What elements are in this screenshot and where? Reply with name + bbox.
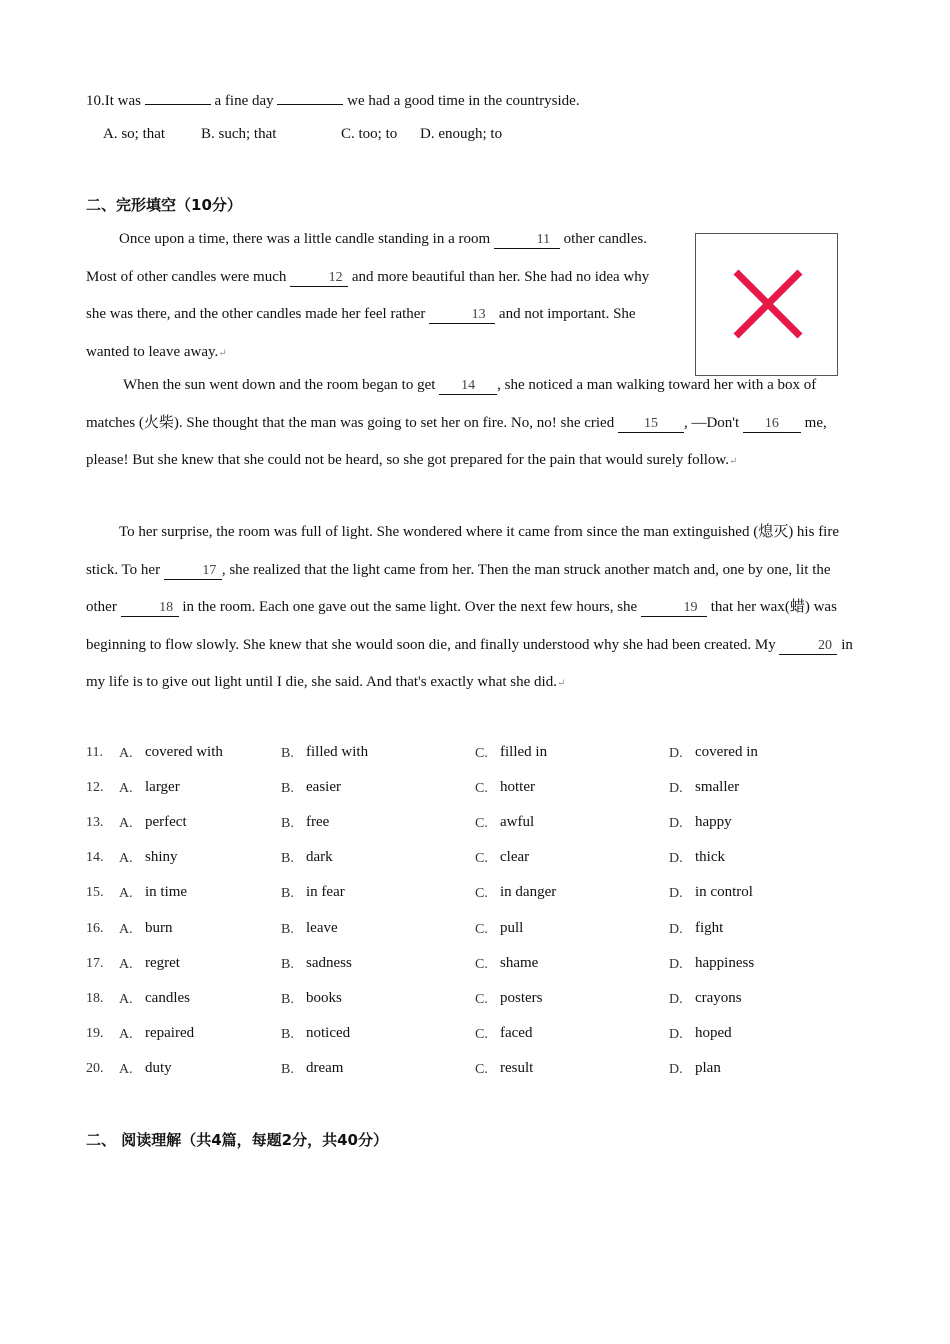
option-c-text: in danger xyxy=(500,884,557,901)
passage-paragraph-1: Once upon a time, there was a little candle standing in a room 11 other candles. Most of other candles were much 12 and more beautiful than her. She had no idea why she was there, and the other candles made her feel rather 13 and not important. She wanted to leave away.↵ xyxy=(86,231,650,360)
option-a-text: duty xyxy=(145,1059,172,1076)
option-letter-b: B. xyxy=(281,991,294,1007)
option-b-text: leave xyxy=(306,919,338,936)
q10-gap-1 xyxy=(145,92,211,105)
p3-text-2: , she realized that the light came from her. Then the man struck another match and, one by one, lit the other xyxy=(86,561,831,615)
option-c-text: posters xyxy=(500,989,543,1006)
option-d-text: plan xyxy=(695,1059,721,1076)
option-row-number: 11. xyxy=(86,745,103,760)
option-c-text: result xyxy=(500,1059,534,1076)
option-letter-d: D. xyxy=(669,1061,683,1077)
option-a-text: repaired xyxy=(145,1024,195,1041)
option-letter-a: A. xyxy=(119,956,133,972)
option-letter-b: B. xyxy=(281,746,294,761)
option-b-text: dream xyxy=(306,1059,344,1076)
blank-14: 14 xyxy=(439,378,497,395)
option-letter-c: C. xyxy=(475,921,488,937)
q10-part-2: a fine day xyxy=(214,93,274,109)
broken-image-x-icon xyxy=(696,234,837,375)
option-letter-b: B. xyxy=(281,956,294,972)
option-letter-d: D. xyxy=(669,746,683,761)
option-a-text: burn xyxy=(145,919,173,936)
p3-text-1: To her surprise, the room was full of light. She wondered where it came from since the man extinguished (熄灭) his fire stick. To her xyxy=(86,524,840,578)
option-row-number: 18. xyxy=(86,990,104,1006)
option-b-text: filled with xyxy=(306,744,369,760)
option-letter-a: A. xyxy=(119,851,133,867)
option-letter-c: C. xyxy=(475,781,488,797)
option-b-text: easier xyxy=(306,779,341,796)
option-b-text: noticed xyxy=(306,1024,351,1041)
blank-17: 17 xyxy=(164,563,222,580)
option-d-text: smaller xyxy=(695,779,740,796)
question-10-stem xyxy=(86,92,580,110)
option-b-text: books xyxy=(306,989,342,1006)
option-letter-c: C. xyxy=(475,1026,488,1042)
option-letter-b: B. xyxy=(281,921,294,937)
p2-text-3: , —Don't xyxy=(683,414,740,431)
option-c-text: shame xyxy=(500,954,539,971)
option-c-text: awful xyxy=(500,814,535,831)
section-3-title: 二、 阅读理解（共4篇，每题2分，共40分） xyxy=(86,1131,388,1149)
q10-gap-2 xyxy=(277,92,343,105)
p1-text-3: and more beautiful than her. She had no idea why she was there, and the other candles made her feel rather xyxy=(86,268,650,322)
option-letter-d: D. xyxy=(669,956,683,972)
option-letter-c: C. xyxy=(475,886,488,902)
option-a-text: perfect xyxy=(145,814,187,831)
option-a-text: larger xyxy=(145,779,180,796)
option-b-text: free xyxy=(306,814,330,831)
option-letter-a: A. xyxy=(119,781,133,797)
option-letter-b: B. xyxy=(281,816,294,832)
blank-20: 20 xyxy=(779,638,837,655)
blank-12: 12 xyxy=(290,270,348,287)
option-letter-a: A. xyxy=(119,886,133,902)
option-row-number: 14. xyxy=(86,850,104,866)
option-d-text: crayons xyxy=(695,989,742,1006)
blank-15: 15 xyxy=(618,416,684,433)
option-a-text: in time xyxy=(145,884,188,901)
q10-part-3: we had a good time in the countryside. xyxy=(347,93,580,109)
blank-16: 16 xyxy=(743,416,801,433)
option-c-text: hotter xyxy=(500,779,535,796)
option-letter-a: A. xyxy=(119,1061,133,1077)
option-row-number: 15. xyxy=(86,885,104,901)
option-d-text: happy xyxy=(695,814,732,831)
option-a-text: shiny xyxy=(145,849,178,866)
p2-text-2: , she noticed a man walking toward her with a box of matches (火柴). She thought that the man was going to set her on fire. No, no! she cried xyxy=(86,377,817,431)
option-d-text: happiness xyxy=(695,954,755,971)
q10-option-c: C. too; to xyxy=(341,126,398,142)
option-a-text: candles xyxy=(145,989,190,1006)
blank-18: 18 xyxy=(121,600,179,617)
blank-11: 11 xyxy=(494,232,560,249)
q10-option-d: D. enough; to xyxy=(420,126,503,142)
option-d-text: hoped xyxy=(695,1024,732,1041)
option-letter-b: B. xyxy=(281,1026,294,1042)
option-letter-d: D. xyxy=(669,781,683,797)
option-letter-c: C. xyxy=(475,1061,488,1077)
option-c-text: pull xyxy=(500,919,524,936)
option-letter-d: D. xyxy=(669,921,683,937)
option-letter-c: C. xyxy=(475,816,488,832)
passage-paragraph-2: When the sun went down and the room began to get 14 , she noticed a man walking toward her with a box of matches (火柴). She thought that the man was going to set her on fire. No, no! she cried 15 , —Don't 16 me, please! But she knew that she could not be heard, so she got prepared for the pain that would surely follow.↵ xyxy=(86,377,827,468)
option-letter-a: A. xyxy=(119,921,133,937)
p1-text-1: Once upon a time, there was a little candle standing in a room xyxy=(119,231,491,247)
blank-19: 19 xyxy=(641,600,707,617)
option-letter-a: A. xyxy=(119,991,133,1007)
option-letter-d: D. xyxy=(669,851,683,867)
p2-text-1: When the sun went down and the room began to get xyxy=(123,377,436,393)
option-c-text: faced xyxy=(500,1024,533,1041)
section-2-title: 二、完形填空（10分） xyxy=(86,196,242,214)
q10-option-b: B. such; that xyxy=(201,126,277,142)
option-row-number: 12. xyxy=(86,780,104,796)
option-c-text: clear xyxy=(500,849,530,866)
option-b-text: sadness xyxy=(306,954,352,971)
option-d-text: covered in xyxy=(695,744,758,760)
option-letter-a: A. xyxy=(119,816,133,832)
p3-text-3: in the room. Each one gave out the same light. Over the next few hours, she xyxy=(182,599,638,615)
image-placeholder xyxy=(695,233,838,376)
option-row-number: 17. xyxy=(86,955,104,971)
option-letter-c: C. xyxy=(475,991,488,1007)
p1-text-2: other candles. Most of other candles were much xyxy=(86,231,647,285)
option-row-number: 20. xyxy=(86,1060,104,1076)
option-letter-b: B. xyxy=(281,781,294,797)
option-b-text: dark xyxy=(306,849,333,866)
option-letter-b: B. xyxy=(281,1061,294,1077)
option-row-number: 19. xyxy=(86,1025,104,1041)
option-letter-d: D. xyxy=(669,886,683,902)
option-b-text: in fear xyxy=(306,884,345,901)
option-a-text: regret xyxy=(145,954,180,971)
option-letter-c: C. xyxy=(475,851,488,867)
option-letter-b: B. xyxy=(281,851,294,867)
p1-text-4: and not important. She wanted to leave away. xyxy=(86,306,636,360)
q10-part-1: 10.It was xyxy=(86,93,141,109)
option-letter-a: A. xyxy=(119,746,133,761)
p2-text-4: me, please! But she knew that she could not be heard, so she got prepared for the pain that would surely follow. xyxy=(86,414,827,468)
option-d-text: in control xyxy=(695,884,753,901)
p3-text-5: in my life is to give out light until I die, she said. And that's exactly what she did. xyxy=(86,636,853,690)
option-d-text: fight xyxy=(695,919,724,936)
option-letter-d: D. xyxy=(669,816,683,832)
passage-paragraph-3: To her surprise, the room was full of light. She wondered where it came from since the man extinguished (熄灭) his fire stick. To her 17 , she realized that the light came from her. Then the man struck another match and, one by one, lit the other 18 in the room. Each one gave out the same light. Over the next few hours, she 19 that her wax(蜡) was beginning to flow slowly. She knew that she would soon die, and finally understood why she had been created. My 20 in my life is to give out light until I die, she said. And that's exactly what she did.↵ xyxy=(86,524,853,690)
option-letter-b: B. xyxy=(281,886,294,902)
option-letter-d: D. xyxy=(669,991,683,1007)
option-c-text: filled in xyxy=(500,744,548,760)
option-d-text: thick xyxy=(695,849,725,866)
option-letter-c: C. xyxy=(475,956,488,972)
option-row-number: 13. xyxy=(86,815,104,831)
option-a-text: covered with xyxy=(145,744,223,760)
option-letter-d: D. xyxy=(669,1026,683,1042)
p3-text-4: that her wax(蜡) was beginning to flow slowly. She knew that she would soon die, and finally understood why she had been created. My xyxy=(86,599,837,653)
option-letter-c: C. xyxy=(475,746,488,761)
blank-13: 13 xyxy=(429,307,495,324)
q10-option-a: A. so; that xyxy=(103,126,166,142)
option-letter-a: A. xyxy=(119,1026,133,1042)
option-row-number: 16. xyxy=(86,920,104,936)
